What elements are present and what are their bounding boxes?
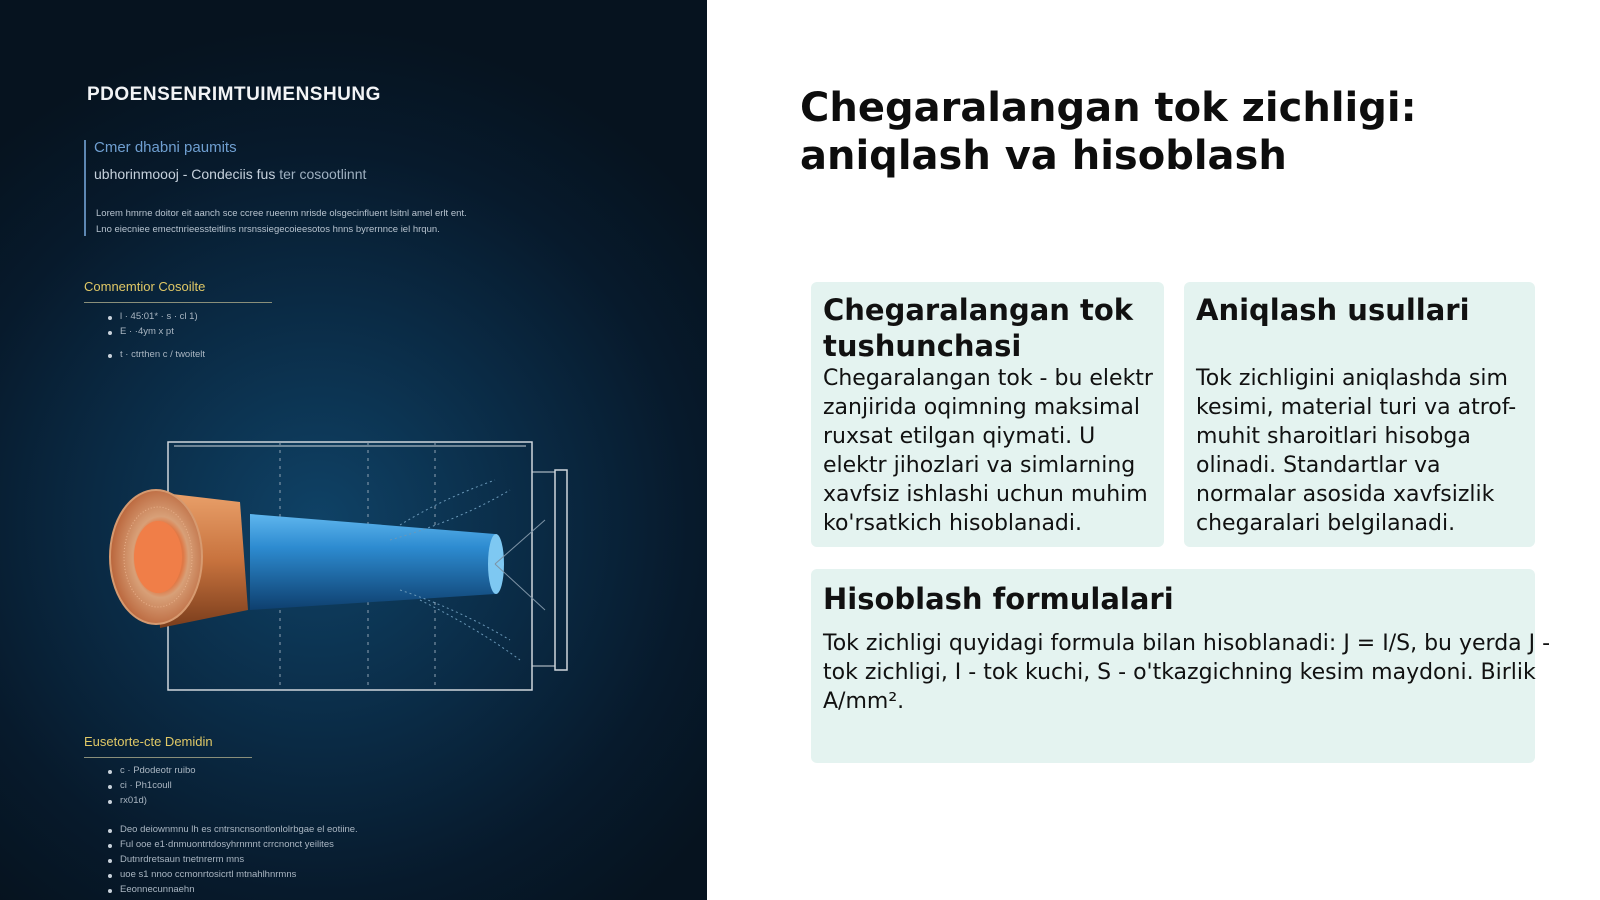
field-ray [495,564,545,610]
illustration-list-item: t · ctrthen c / twoitelt [106,349,205,364]
end-plate [555,470,567,670]
illustration-subtitle-2b: ter cosootlinnt [279,166,367,182]
illustration-paragraph-line: Lno eiecniee emectnrieessteitlins nrsnssiegecoieesotos hnns byrernnce iel hrqun. [96,224,440,235]
illustration-bullet: Ful ooe e1·dnmuontrtdosyhrnmnt crrcnonct yeilites [106,839,358,854]
illustration-section-heading: Eusetorte-cte Demidin [84,734,213,749]
section-underline [84,757,252,758]
illustration-list-item: l · 45:01* · s · cl 1) [106,311,205,326]
section-underline [84,302,272,303]
conductor-tip [488,534,504,594]
illustration-subtitle-2a: ubhorinmoooj - Condeciis fus [94,166,276,182]
illustration-accent-bar [84,140,86,236]
illustration-paragraph-line: Lorem hmrne doitor eit aanch sce ccree rueenm nrisde olsgecinfluent lsitnl amel erlt ent. [96,208,467,219]
illustration-list [106,765,196,810]
field-ray [495,520,545,564]
illustration-list-item: rx01d) [106,795,196,810]
illustration-list-item: E · ·4ym x pt [106,326,205,341]
illustration-subtitle-2 [94,166,366,182]
card-text: Tok zichligini aniqlashda sim kesimi, material turi va atrof-muhit sharoitlari hisobga olinadi. Standartlar va normalar asosida xavfsizlik chegaralari belgilanadi. [1196,366,1517,536]
illustration-bullet-list [106,824,358,899]
illustration-list-item: c · Pdodeotr ruibo [106,765,196,780]
card-formulas [811,569,1551,763]
card-title: Hisoblash formulalari [823,582,1174,616]
card-methods [1184,282,1535,547]
card-concept [811,282,1164,547]
illustration-bullet: uoe s1 nnoo ccmonrtosicrtl mtnahlhnrmns [106,869,358,884]
blue-conductor [250,514,500,610]
illustration-bullet: Dutnrdretsaun tnetnrerm mns [106,854,358,869]
illustration-bullet: Eeonnecunnaehn [106,884,358,899]
illustration-section-heading: Comnemtior Cosoilte [84,279,206,294]
illustration-list [106,311,205,364]
card-title: Chegaralangan tok tushunchasi [823,293,1134,363]
illustration-title: PDOENSENRIMTUIMENSHUNG [87,84,381,105]
cable-cross-section-diagram [100,430,580,705]
card-text: Tok zichligi quyidagi formula bilan hisoblanadi: J = I/S, bu yerda J - tok zichligi, I - tok kuchi, S - o'tkazgichning kesim maydoni. Birlik A/mm². [823,631,1551,714]
card-title: Aniqlash usullari [1196,293,1470,327]
illustration-subtitle: Cmer dhabni paumits [94,139,237,156]
illustration-list-item: ci · Ph1coull [106,780,196,795]
cable-illustration [0,0,707,900]
slide-title: Chegaralangan tok zichligi: aniqlash va hisoblash [800,85,1417,179]
illustration-bullet: Deo deiownmnu lh es cntrsncnsontlonlolrbgae el eotiine. [106,824,358,839]
copper-core [134,521,182,593]
card-text: Chegaralangan tok - bu elektr zanjirida oqimning maksimal ruxsat etilgan qiymati. U elektr jihozlari va simlarning xavfsiz ishlashi uchun muhim ko'rsatkich hisoblanadi. [823,366,1153,536]
